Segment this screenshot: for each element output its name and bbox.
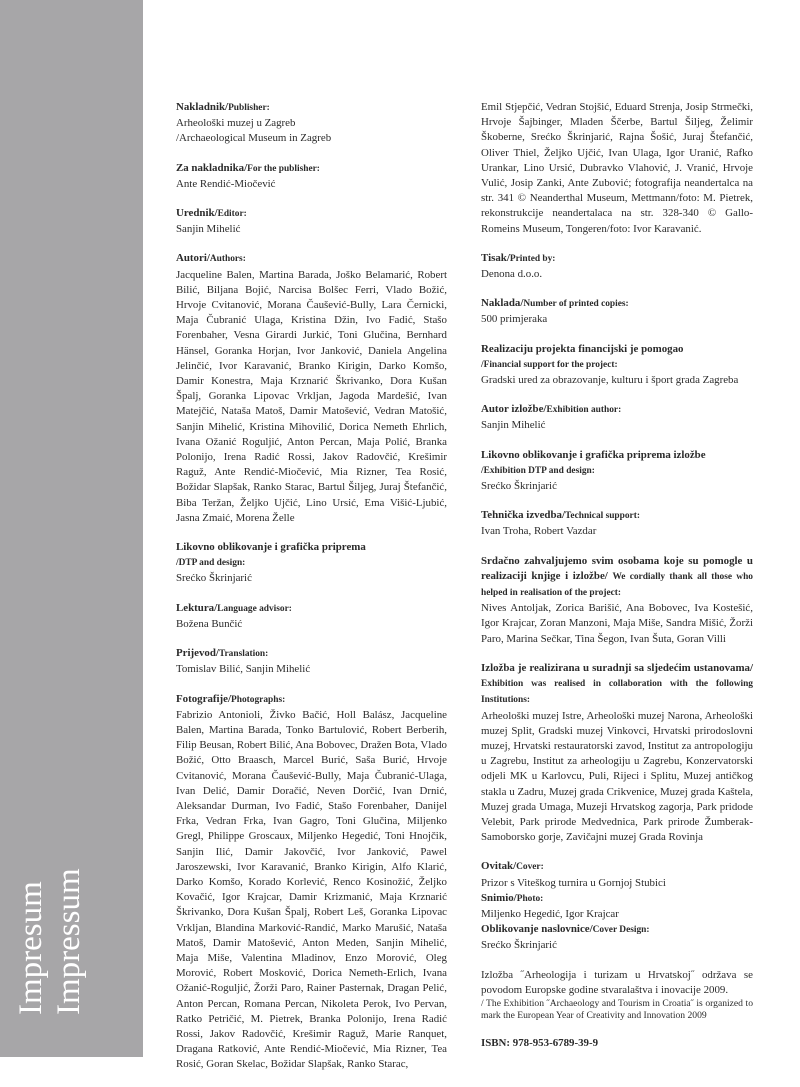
heading-en: Technical support: (565, 511, 640, 522)
heading-hr: Autori/ (176, 252, 210, 265)
credit-section (481, 891, 753, 922)
section-text: Srećko Škrinjarić (481, 939, 557, 952)
credit-section (481, 251, 753, 282)
heading-hr: Oblikovanje naslovnice/ (481, 923, 593, 936)
section-text: Tomislav Bilić, Sanjin Mihelić (176, 663, 311, 676)
section-text: 500 primjeraka (481, 313, 548, 326)
heading-hr: Likovno oblikovanje i grafička priprema izložbe (481, 448, 706, 461)
exhibition-note (481, 968, 753, 1022)
heading-hr: Za nakladnika/ (176, 161, 248, 174)
section-heading (481, 342, 753, 373)
section-heading (481, 251, 753, 267)
section-text: Srećko Škrinjarić (176, 572, 252, 585)
heading-hr: Tisak/ (481, 251, 510, 264)
credit-section (481, 859, 753, 890)
credit-section (176, 251, 447, 526)
sidebar-title-en: Impressum (51, 868, 87, 1015)
credit-section (176, 206, 447, 237)
credit-section (176, 161, 447, 192)
section-text: Fabrizio Antonioli, Živko Bačić, Holl Balász, Jacqueline Balen, Martina Barada, Tonko Bartulović, Robert Berberih, Filip Beusan, Robert Bilić, Ana Bobovec, Dražen Bota, Vlado Božić, Otto Braasch, Marcel Burić, Saša Burić, Hrvoje Cvitanović, Morana Čaušević-Bully, Maja Čubranić-Ulaga, Ivan Delić, Damir Doračić, Neven Dorčić, Ivan Drnić, Aleksandar Durman, Ivo Fadić, Stašo Forenbaher, Danijel Frka, Vedran Frka, Ivan Gagro, Toni Glučina, Miljenko Gregl, Philippe Groscaux, Miljenko Hegedić, Toni Hnojčik, Sanjin Ilić, Damir Jakovčić, Ivor Janković, Pawel Jaroszewski, Ivor Karavanić, Branko Kirigin, Alfo Klarić, Darko Komšo, Korado Korlević, Renco Kosinožić, Željko Kovačić, Igor Krajcar, Damir Krizmanić, Maja Krznarić Škrivanko, Dora Kušan Špalj, Robert Leš, Goranka Lipovac Vrkljan, Blandina Marković-Randić, Marko Marušić, Nataša Matoš, Damir Matošević, Anton Meden, Sanjin Mihelić, Maja Miše, Valentina Mladinov, Enzo Morović, Oleg Morović, Robert Mosković, Dorica Nemeth-Erlich, Ivana Ožanić-Roguljić, Žorži Paro, Rainer Pasternak, Dragan Pelić, Anton Percan, Romana Percan, Nikoleta Perok, Ivo Pervan, Ratko Petričić, M. Pietrek, Branka Polonijo, Irena Radić Rossi, Jakov Radovčić, Krešimir Raguž, Marie Ranquet, Dragana Ratković, Ante Rendić-Miočević, Mia Rizner, Tea Rosić, Goran Skelac, Božidar Slapšak, Ranko Starac, (176, 708, 447, 1071)
heading-hr: Tehnička izvedba/ (481, 509, 566, 522)
heading-en: /Exhibition DTP and design: (481, 465, 595, 476)
section-text: Ante Rendić-Miočević (176, 177, 276, 190)
credit-section (176, 601, 447, 632)
section-text: Božena Bunčić (176, 617, 243, 630)
credit-section (176, 692, 447, 1073)
section-text: Emil Stjepčić, Vedran Stojšić, Eduard Strenja, Josip Strmečki, Hrvoje Šajbinger, Mladen Ščerbe, Bartul Šiljeg, Želimir Škoberne, Srećko Škrinjarić, Rajna Šošić, Juraj Štefančić, Oliver Thiel, Željko Ujčić, Ivan Ulaga, Igor Uranić, Rafko Urankar, Lino Ursić, Dubravko Vlahović, J. Vranić, Hrvoje Vulić, Josip Zanki, Ante Zubović; fotografija neandertalca na str. 341 © Neanderthal Museum, Mettmann/foto: M. Pietrek, rekonstrukcije neandertalaca na str. 328-340 © Gallo-Romeins Museum, Tongeren/foto: Ivor Karavanić. (481, 101, 753, 235)
heading-en: Photo: (516, 893, 544, 904)
credit-section (481, 402, 753, 433)
section-text: Jacqueline Balen, Martina Barada, Joško Belamarić, Robert Bilić, Biljana Bojić, Narcisa Bolšec Ferri, Vlado Božić, Hrvoje Cvitanović, Morana Čaušević-Bully, Lara Černicki, Maja Čubranić Ulaga, Kristina Džin, Ivo Fadić, Stašo Forenbaher, Vesna Girardi Jurkić, Toni Glučina, Bernhard Hänsel, Goranka Horjan, Ivor Janković, Daniela Angelina Jelinčić, Ivor Karavanić, Branko Kirigin, Darko Komšo, Damir Konestra, Maja Krznarić Škrivanko, Dora Kušan Špalj, Goranka Lipovac Vrkljan, Jagoda Mardešić, Ivan Matejčić, Nataša Matoš, Damir Matošević, Vedran Matošić, Sanjin Mihelić, Kristina Mihovilić, Dorica Nemeth Ehrlich, Ivana Ožanić Roguljić, Anton Percan, Maja Polić, Branka Polonijo, Irena Radić Rossi, Jakov Radovčić, Krešimir Raguž, Ante Rendić-Miočević, Mia Rizner, Tea Rosić, Božidar Slapšak, Ranko Starac, Bartul Šiljeg, Juraj Štefančić, Biba Teržan, Željko Ujčić, Lino Ursić, Ema Višić-Ljubić, Jasna Zmaić, Morena Želle (176, 268, 447, 524)
heading-hr: Likovno oblikovanje i grafička priprema (176, 541, 366, 554)
heading-en: /DTP and design: (176, 558, 246, 569)
section-heading (481, 448, 753, 479)
note-hr: Izložba ˝Arheologija i turizam u Hrvatskoj˝ održava se povodom Europske godine stvaralaštva i inovacije 2009. (481, 968, 753, 996)
credit-section (176, 100, 447, 147)
section-text: Nives Antoljak, Zorica Barišić, Ana Bobovec, Iva Kostešić, Igor Krajcar, Zoran Manzoni, Maja Miše, Sandra Mišić, Žorži Paro, Marina Sečkar, Tina Šegon, Ivan Šuta, Goran Villi (481, 602, 753, 645)
section-heading (481, 402, 753, 418)
heading-en: Language advisor: (217, 603, 292, 614)
credit-section (481, 508, 753, 539)
heading-en: Photographs: (231, 694, 286, 705)
credit-section (481, 342, 753, 389)
credit-section (176, 540, 447, 587)
heading-en: Translation: (218, 649, 269, 660)
credit-section (176, 646, 447, 677)
heading-hr: Snimio/ (481, 891, 517, 904)
cover-credits (481, 859, 753, 953)
heading-hr: Urednik/ (176, 207, 218, 220)
section-heading (176, 540, 447, 571)
credit-section (481, 554, 753, 647)
credit-section (481, 661, 753, 845)
isbn: ISBN: 978-953-6789-39-9 (481, 1036, 599, 1049)
section-heading (481, 859, 753, 875)
right-column (481, 100, 753, 1065)
heading-en: We cordially thank all those who helped in realisation of the project: (481, 571, 753, 599)
credit-section (481, 100, 753, 237)
heading-hr: Izložba je realizirana u suradnji sa sljedećim ustanovama/ (481, 661, 753, 674)
heading-hr: Fotografije/ (176, 692, 232, 705)
heading-en: Cover: (516, 862, 544, 873)
credit-section (481, 296, 753, 327)
heading-hr: Autor izložbe/ (481, 403, 547, 416)
section-text: Arheološki muzej Istre, Arheološki muzej Narona, Arheološki muzej Split, Gradski muzej Vinkovci, Hrvatski prirodoslovni muzej, Hrvatski restauratorski zavod, Institut za antropologiju u Zagrebu, Institut za arheologiju u Zagrebu, Konzervatorski odjeli MK u Karlovcu, Puli, Rijeci i Splitu, Muzej antičkog stakla u Zadru, Muzej grada Crikvenice, Muzej grada Kaštela, Muzej grada Umaga, Muzeji Hrvatskog zagorja, Park pridode Velebit, Park prirode Medvednica, Park prirode Žumberak-Samoborsko gorje, Zavičajni muzej Grada Rovinja (481, 709, 753, 844)
section-heading (481, 508, 753, 524)
right-sections (481, 100, 753, 845)
section-heading (176, 601, 447, 617)
heading-hr: Lektura/ (176, 601, 218, 614)
heading-en: /Financial support for the project: (481, 359, 618, 370)
section-heading (176, 161, 447, 177)
section-text: Gradski ured za obrazovanje, kulturu i šport grada Zagreba (481, 374, 739, 387)
left-column (176, 100, 447, 1087)
section-heading (176, 206, 447, 222)
heading-hr: Srdačno zahvaljujemo svim osobama koje su pomogle u realizaciji knjige i izložbe/ (481, 554, 753, 582)
section-text: Srećko Škrinjarić (481, 480, 557, 493)
credit-section (481, 922, 753, 953)
section-text: Prizor s Viteškog turnira u Gornjoj Stubici (481, 876, 666, 889)
heading-en: Cover Design: (592, 925, 650, 936)
heading-en: Printed by: (509, 253, 556, 264)
heading-en: Publisher: (228, 103, 270, 113)
heading-en: Exhibition was realised in collaboration with the following Institutions: (481, 679, 753, 706)
heading-en: Authors: (209, 254, 246, 265)
heading-hr: Nakladnik/ (176, 101, 229, 113)
section-text: Sanjin Mihelić (481, 419, 546, 432)
note-en: / The Exhibition ˝Archaeology and Tourism in Croatia˝ is organized to mark the European Year of Creativity and Innovation 2009 (481, 997, 753, 1021)
heading-hr: Naklada/ (481, 297, 524, 310)
section-text: Denona d.o.o. (481, 268, 543, 281)
section-text: Miljenko Hegedić, Igor Krajcar (481, 907, 619, 920)
section-heading (481, 296, 753, 312)
section-heading (176, 251, 447, 267)
heading-en: Exhibition author: (546, 405, 622, 416)
section-heading (481, 891, 753, 907)
section-heading (176, 100, 447, 116)
section-heading (481, 554, 753, 602)
heading-en: Number of printed copies: (523, 299, 629, 310)
heading-hr: Ovitak/ (481, 860, 517, 873)
credit-section (481, 448, 753, 495)
section-heading (176, 646, 447, 662)
heading-en: For the publisher: (247, 163, 320, 174)
section-heading (176, 692, 447, 708)
heading-hr: Realizaciju projekta financijski je pomogao (481, 342, 684, 355)
section-text: Arheološki muzej u Zagreb /Archaeological Museum in Zagreb (176, 117, 332, 145)
section-text: Sanjin Mihelić (176, 223, 241, 236)
heading-en: Editor: (217, 209, 247, 220)
sidebar-title-hr: Impresum (13, 881, 49, 1015)
section-text: Ivan Troha, Robert Vazdar (481, 525, 597, 538)
heading-hr: Prijevod/ (176, 647, 219, 660)
section-heading (481, 661, 753, 709)
section-heading (481, 922, 753, 938)
sidebar (0, 0, 143, 1057)
